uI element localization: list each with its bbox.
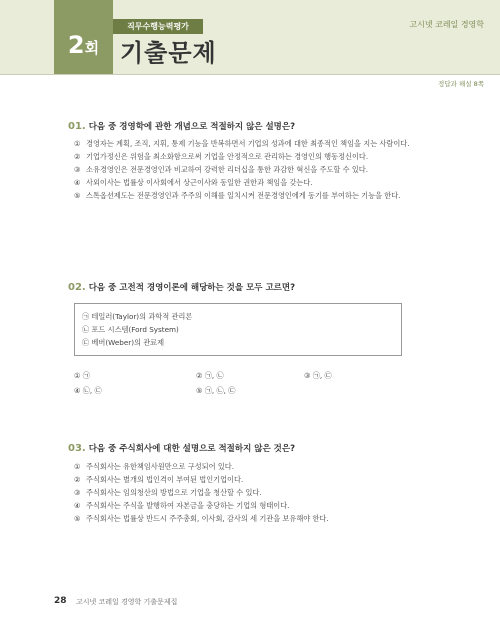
option-text: 주식회사는 주식을 발행하여 자본금을 충당하는 기업의 형태이다.: [86, 501, 290, 510]
question-1-title: [68, 120, 295, 132]
question-3-text: 다음 중 주식회사에 대한 설명으로 적절하지 않은 것은?: [88, 444, 296, 454]
question-2-choice-1[interactable]: ① ㉠: [74, 371, 90, 380]
question-2-choice-5[interactable]: ⑤ ㉠, ㉡, ㉢: [196, 386, 236, 395]
option-text: 주식회사는 별개의 법인격이 부여된 법인기업이다.: [86, 475, 244, 484]
option-mark: ②: [74, 475, 81, 484]
question-3-options: [74, 461, 414, 526]
header-divider: [0, 74, 500, 75]
question-2-choice-2[interactable]: ② ㉠, ㉡: [196, 371, 224, 380]
statement-item-b: ㉡ 포드 시스템(Ford System): [82, 325, 179, 334]
statement-item-c: ㉢ 베버(Weber)의 관료제: [82, 338, 165, 347]
question-2-statement-box: [74, 303, 402, 356]
question-1-text: 다음 중 경영학에 관한 개념으로 적절하지 않은 설명은?: [88, 122, 296, 132]
option-text: 스톡옵션제도는 전문경영인과 주주의 이해를 일치시켜 전문경영인에게 동기를 부여하는 기능을 한다.: [86, 191, 401, 200]
option-mark: ①: [74, 462, 81, 471]
question-2-text: 다음 중 고전적 경영이론에 해당하는 것을 모두 고르면?: [88, 283, 296, 293]
category-tag: 직무수행능력평가: [113, 19, 203, 34]
page-title: 기출문제: [120, 39, 217, 67]
statement-item-a: ㉠ 테일러(Taylor)의 과학적 관리론: [82, 312, 193, 321]
option-text: 주식회사는 법률상 반드시 주주총회, 이사회, 감사의 세 기관을 보유해야 한다.: [86, 514, 329, 523]
question-2-choice-3[interactable]: ③ ㉠, ㉢: [304, 371, 332, 380]
page-number: 28: [54, 596, 67, 606]
round-label: [54, 31, 113, 59]
question-1-option-4[interactable]: [74, 177, 414, 189]
question-1-options: [74, 138, 414, 203]
answer-reference: 정답과 해설 8쪽: [438, 80, 484, 88]
option-mark: ②: [74, 152, 81, 161]
option-text: 기업가정신은 위험을 최소화함으로써 기업을 안정적으로 관리하는 경영인의 행동정신이다.: [86, 152, 369, 161]
series-title: 고시넷 코레일 경영학: [409, 20, 484, 29]
question-3-title: [68, 442, 295, 454]
question-3-option-3[interactable]: [74, 487, 414, 499]
option-text: 소유경영인은 전문경영인과 비교하여 강력한 리더십을 통한 과감한 혁신을 주도할 수 있다.: [86, 165, 369, 174]
question-3-option-4[interactable]: [74, 500, 414, 512]
book-title: 고시넷 코레일 경영학 기출문제집: [76, 598, 178, 606]
question-3-option-5[interactable]: [74, 513, 414, 525]
option-mark: ③: [74, 165, 81, 174]
round-suffix: 회: [84, 39, 100, 57]
question-3-number: 03.: [68, 443, 86, 454]
question-1-option-3[interactable]: [74, 164, 414, 176]
round-number: 2: [67, 31, 85, 59]
option-mark: ⑤: [74, 191, 81, 200]
question-1-option-5[interactable]: [74, 190, 414, 202]
option-text: 주식회사는 유한책임사원만으로 구성되어 있다.: [86, 462, 235, 471]
question-2-title: [68, 281, 295, 293]
question-1-number: 01.: [68, 121, 86, 132]
question-1-option-1[interactable]: [74, 138, 414, 150]
question-3-option-2[interactable]: [74, 474, 414, 486]
option-mark: ⑤: [74, 514, 81, 523]
option-mark: ①: [74, 139, 81, 148]
option-text: 사외이사는 법률상 이사회에서 상근이사와 동일한 권한과 책임을 갖는다.: [86, 178, 313, 187]
option-text: 주식회사는 임의청산의 방법으로 기업을 청산할 수 있다.: [86, 488, 262, 497]
option-mark: ④: [74, 501, 81, 510]
question-2-choice-4[interactable]: ④ ㉡, ㉢: [74, 386, 102, 395]
question-3-option-1[interactable]: [74, 461, 414, 473]
question-2-number: 02.: [68, 282, 86, 293]
option-text: 경영자는 계획, 조직, 지휘, 통제 기능을 반복하면서 기업의 성과에 대한 최종적인 책임을 지는 사람이다.: [86, 139, 410, 148]
option-mark: ④: [74, 178, 81, 187]
option-mark: ③: [74, 488, 81, 497]
question-1-option-2[interactable]: [74, 151, 414, 163]
